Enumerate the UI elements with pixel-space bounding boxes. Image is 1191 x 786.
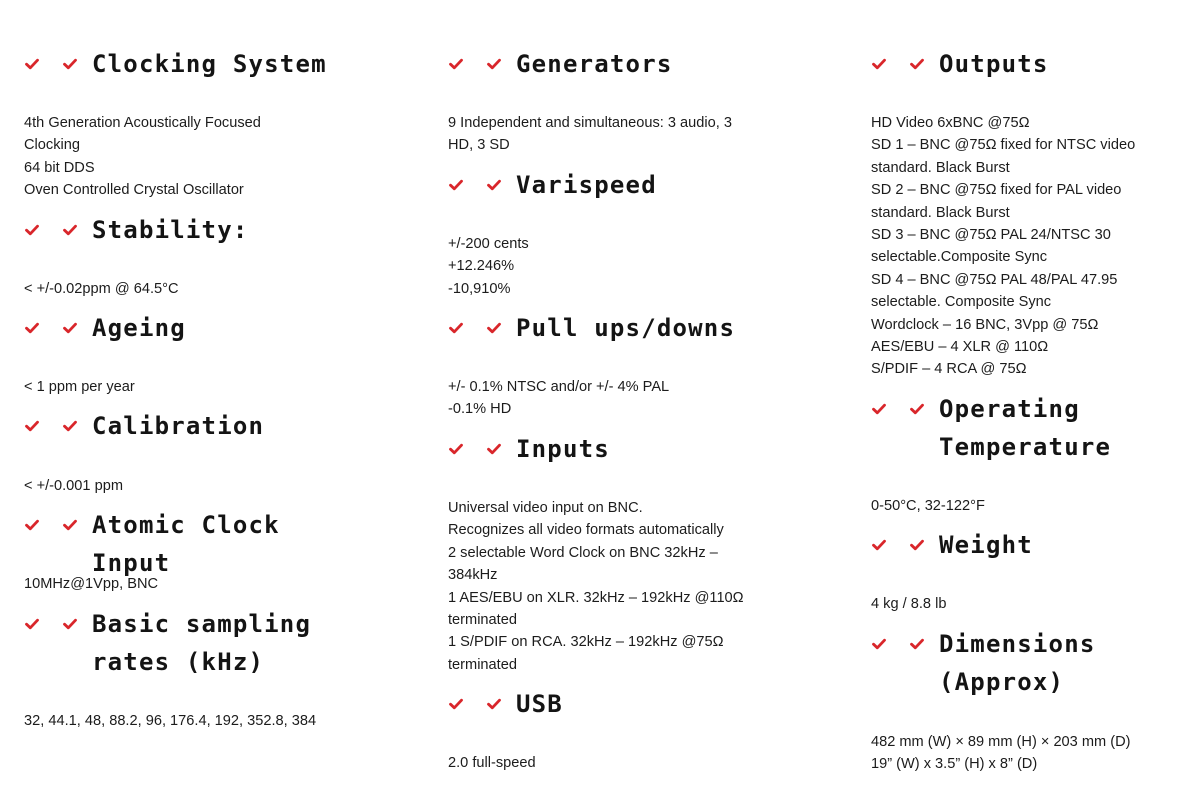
- section-title: Calibration: [92, 412, 265, 440]
- section-heading: [871, 527, 1033, 564]
- section-title: Inputs: [516, 435, 610, 463]
- spec-line: SD 3 – BNC @75Ω PAL 24/NTSC 30: [871, 227, 1111, 244]
- check-icon: [486, 56, 502, 72]
- spec-line: Wordclock – 16 BNC, 3Vpp @ 75Ω: [871, 316, 1099, 333]
- check-icon: [24, 320, 40, 336]
- section-title: Atomic Clock Input: [92, 511, 280, 577]
- spec-line: 32, 44.1, 48, 88.2, 96, 176.4, 192, 352.8, 384: [24, 713, 317, 729]
- check-icon: [24, 56, 40, 72]
- section-title: Varispeed: [516, 171, 657, 199]
- spec-line: terminated: [448, 656, 517, 673]
- spec-line: standard. Black Burst: [871, 204, 1010, 221]
- spec-line: 1 S/PDIF on RCA. 32kHz – 192kHz @75Ω: [448, 634, 724, 651]
- spec-line: 9 Independent and simultaneous: 3 audio, 3: [448, 115, 732, 131]
- check-icon: [448, 177, 464, 193]
- spec-section-varispeed: [448, 167, 657, 204]
- spec-line: +12.246%: [448, 258, 515, 275]
- section-heading: [871, 46, 1049, 83]
- spec-section-generators: [448, 46, 673, 83]
- spec-line: SD 4 – BNC @75Ω PAL 48/PAL 47.95: [871, 271, 1118, 288]
- spec-line: 1 AES/EBU on XLR. 32kHz – 192kHz @110Ω: [448, 589, 744, 606]
- spec-line: 10MHz@1Vpp, BNC: [24, 576, 159, 592]
- spec-line: 2 selectable Word Clock on BNC 32kHz –: [448, 544, 718, 561]
- spec-line: 0-50°C, 32-122°F: [871, 498, 985, 514]
- section-body: [24, 573, 158, 595]
- spec-section-stability: [24, 212, 249, 249]
- section-title-line: rates (kHz): [92, 648, 265, 676]
- section-title: Outputs: [939, 50, 1049, 78]
- section-body: [871, 112, 1135, 381]
- section-body: [448, 233, 529, 300]
- section-title-line: (Approx): [939, 668, 1065, 696]
- spec-section-pull-ups-downs: [448, 310, 735, 347]
- section-heading: [24, 212, 249, 249]
- spec-line: Recognizes all video formats automatically: [448, 522, 724, 539]
- spec-line: 4th Generation Acoustically Focused: [24, 115, 261, 131]
- spec-section-basic-sampling-rates: [24, 606, 311, 681]
- section-body: [24, 112, 261, 202]
- section-title: [92, 605, 311, 681]
- spec-line: SD 1 – BNC @75Ω fixed for NTSC video: [871, 137, 1136, 154]
- section-body: [448, 112, 732, 157]
- section-title-line: Operating: [939, 395, 1080, 423]
- section-title: Weight: [939, 531, 1033, 559]
- check-icon: [871, 636, 887, 652]
- spec-section-calibration: [24, 408, 264, 445]
- check-icon: [62, 56, 78, 72]
- section-body: [24, 376, 135, 398]
- spec-line: 64 bit DDS: [24, 159, 95, 176]
- check-icon: [486, 696, 502, 712]
- section-title-line: Temperature: [939, 433, 1112, 461]
- section-body: [871, 495, 985, 517]
- spec-line: 2.0 full-speed: [448, 755, 536, 771]
- section-title: Clocking System: [92, 50, 327, 78]
- spec-section-usb: [448, 686, 563, 723]
- spec-line: selectable. Composite Sync: [871, 294, 1052, 311]
- check-icon: [24, 517, 40, 533]
- spec-line: SD 2 – BNC @75Ω fixed for PAL video: [871, 182, 1122, 199]
- section-heading: [448, 310, 735, 347]
- check-icon: [62, 222, 78, 238]
- spec-section-outputs: [871, 46, 1049, 83]
- section-heading: [448, 686, 563, 723]
- section-title: Generators: [516, 50, 673, 78]
- check-icon: [909, 636, 925, 652]
- spec-line: 384kHz: [448, 567, 498, 584]
- check-icon: [448, 696, 464, 712]
- section-heading: [24, 46, 327, 83]
- section-heading: [24, 606, 311, 681]
- check-icon: [62, 418, 78, 434]
- section-title: [939, 390, 1111, 466]
- section-heading: [448, 167, 657, 204]
- check-icon: [486, 441, 502, 457]
- spec-line: 4 kg / 8.8 lb: [871, 596, 947, 612]
- spec-line: Oven Controlled Crystal Oscillator: [24, 182, 244, 199]
- spec-line: Universal video input on BNC.: [448, 500, 643, 516]
- spec-line: terminated: [448, 612, 517, 629]
- spec-line: +/-200 cents: [448, 236, 529, 252]
- spec-line: -10,910%: [448, 280, 511, 297]
- section-body: [448, 752, 536, 774]
- spec-line: < +/-0.001 ppm: [24, 478, 123, 494]
- section-heading: [24, 507, 354, 582]
- section-title: Stability:: [92, 216, 249, 244]
- check-icon: [871, 56, 887, 72]
- section-title: Ageing: [92, 314, 186, 342]
- section-title: USB: [516, 690, 563, 718]
- section-heading: [871, 626, 1096, 701]
- section-body: [448, 497, 744, 676]
- check-icon: [486, 177, 502, 193]
- spec-line: < 1 ppm per year: [24, 379, 135, 395]
- check-icon: [909, 56, 925, 72]
- check-icon: [62, 320, 78, 336]
- section-body: [448, 376, 669, 421]
- check-icon: [24, 222, 40, 238]
- spec-section-operating-temperature: [871, 391, 1111, 466]
- section-title: [939, 625, 1096, 701]
- check-icon: [24, 616, 40, 632]
- check-icon: [448, 56, 464, 72]
- spec-line: HD Video 6xBNC @75Ω: [871, 115, 1030, 131]
- spec-section-dimensions: [871, 626, 1096, 701]
- spec-line: HD, 3 SD: [448, 137, 510, 154]
- section-body: [24, 710, 316, 732]
- check-icon: [62, 616, 78, 632]
- spec-line: < +/-0.02ppm @ 64.5°C: [24, 281, 179, 297]
- section-body: [24, 278, 179, 300]
- check-icon: [909, 401, 925, 417]
- spec-line: +/- 0.1% NTSC and/or +/- 4% PAL: [448, 379, 670, 395]
- spec-line: standard. Black Burst: [871, 159, 1010, 176]
- check-icon: [871, 401, 887, 417]
- spec-line: -0.1% HD: [448, 401, 512, 418]
- section-body: [871, 593, 946, 615]
- spec-section-ageing: [24, 310, 186, 347]
- check-icon: [24, 418, 40, 434]
- check-icon: [909, 537, 925, 553]
- spec-line: Clocking: [24, 137, 80, 154]
- section-heading: [871, 391, 1111, 466]
- section-title: Pull ups/downs: [516, 314, 736, 342]
- section-body: [871, 731, 1130, 776]
- spec-line: selectable.Composite Sync: [871, 249, 1048, 266]
- section-heading: [24, 310, 186, 347]
- check-icon: [871, 537, 887, 553]
- check-icon: [486, 320, 502, 336]
- spec-line: 482 mm (W) × 89 mm (H) × 203 mm (D): [871, 734, 1131, 750]
- section-heading: [24, 408, 264, 445]
- spec-line: S/PDIF – 4 RCA @ 75Ω: [871, 361, 1027, 378]
- spec-section-weight: [871, 527, 1033, 564]
- check-icon: [62, 517, 78, 533]
- spec-section-atomic-clock-input: [24, 507, 354, 582]
- check-icon: [448, 320, 464, 336]
- section-body: [24, 475, 123, 497]
- section-title-line: Basic sampling: [92, 610, 312, 638]
- spec-section-clocking-system: [24, 46, 327, 83]
- section-heading: [448, 46, 673, 83]
- section-title-line: Dimensions: [939, 630, 1096, 658]
- spec-section-inputs: [448, 431, 610, 468]
- check-icon: [448, 441, 464, 457]
- spec-line: 19” (W) x 3.5” (H) x 8” (D): [871, 756, 1038, 773]
- spec-line: AES/EBU – 4 XLR @ 110Ω: [871, 339, 1049, 356]
- section-heading: [448, 431, 610, 468]
